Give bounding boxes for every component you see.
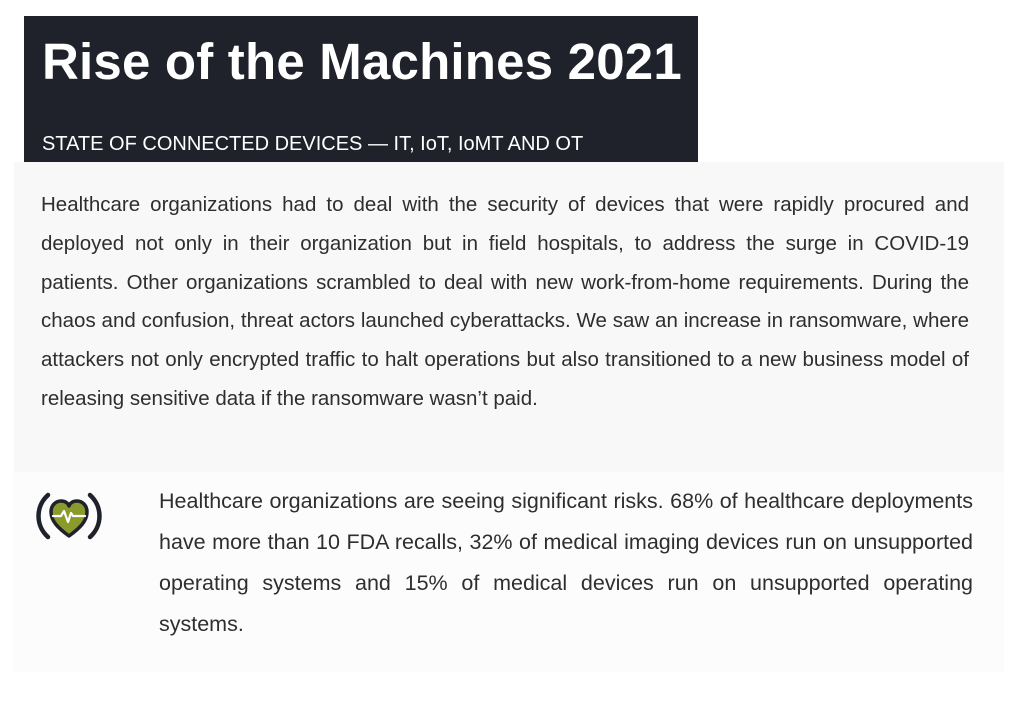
page-subtitle: STATE OF CONNECTED DEVICES — IT, IoT, IoMT AND OT [42, 133, 584, 155]
heart-pulse-icon [36, 489, 102, 543]
page-title: Rise of the Machines 2021 [42, 33, 682, 90]
intro-panel [14, 162, 1004, 472]
title-banner [24, 16, 698, 162]
intro-paragraph: Healthcare organizations had to deal with the security of devices that were rapidly procured and deployed not only in their organization but in field hospitals, to address the surge in COVID-19 patients. Other organizations scrambled to deal with new work-from-home requirements. During the chaos and confusion, threat actors launched cyberattacks. We saw an increase in ransomware, where attackers not only encrypted traffic to halt operations but also transitioned to a new business model of releasing sensitive data if the ransomware wasn’t paid. [41, 193, 969, 410]
stat-paragraph: Healthcare organizations are seeing significant risks. 68% of healthcare deployments have more than 10 FDA recalls, 32% of medical imaging devices run on unsupported operating systems and 15% of medical devices run on unsupported operating systems. [159, 489, 973, 636]
